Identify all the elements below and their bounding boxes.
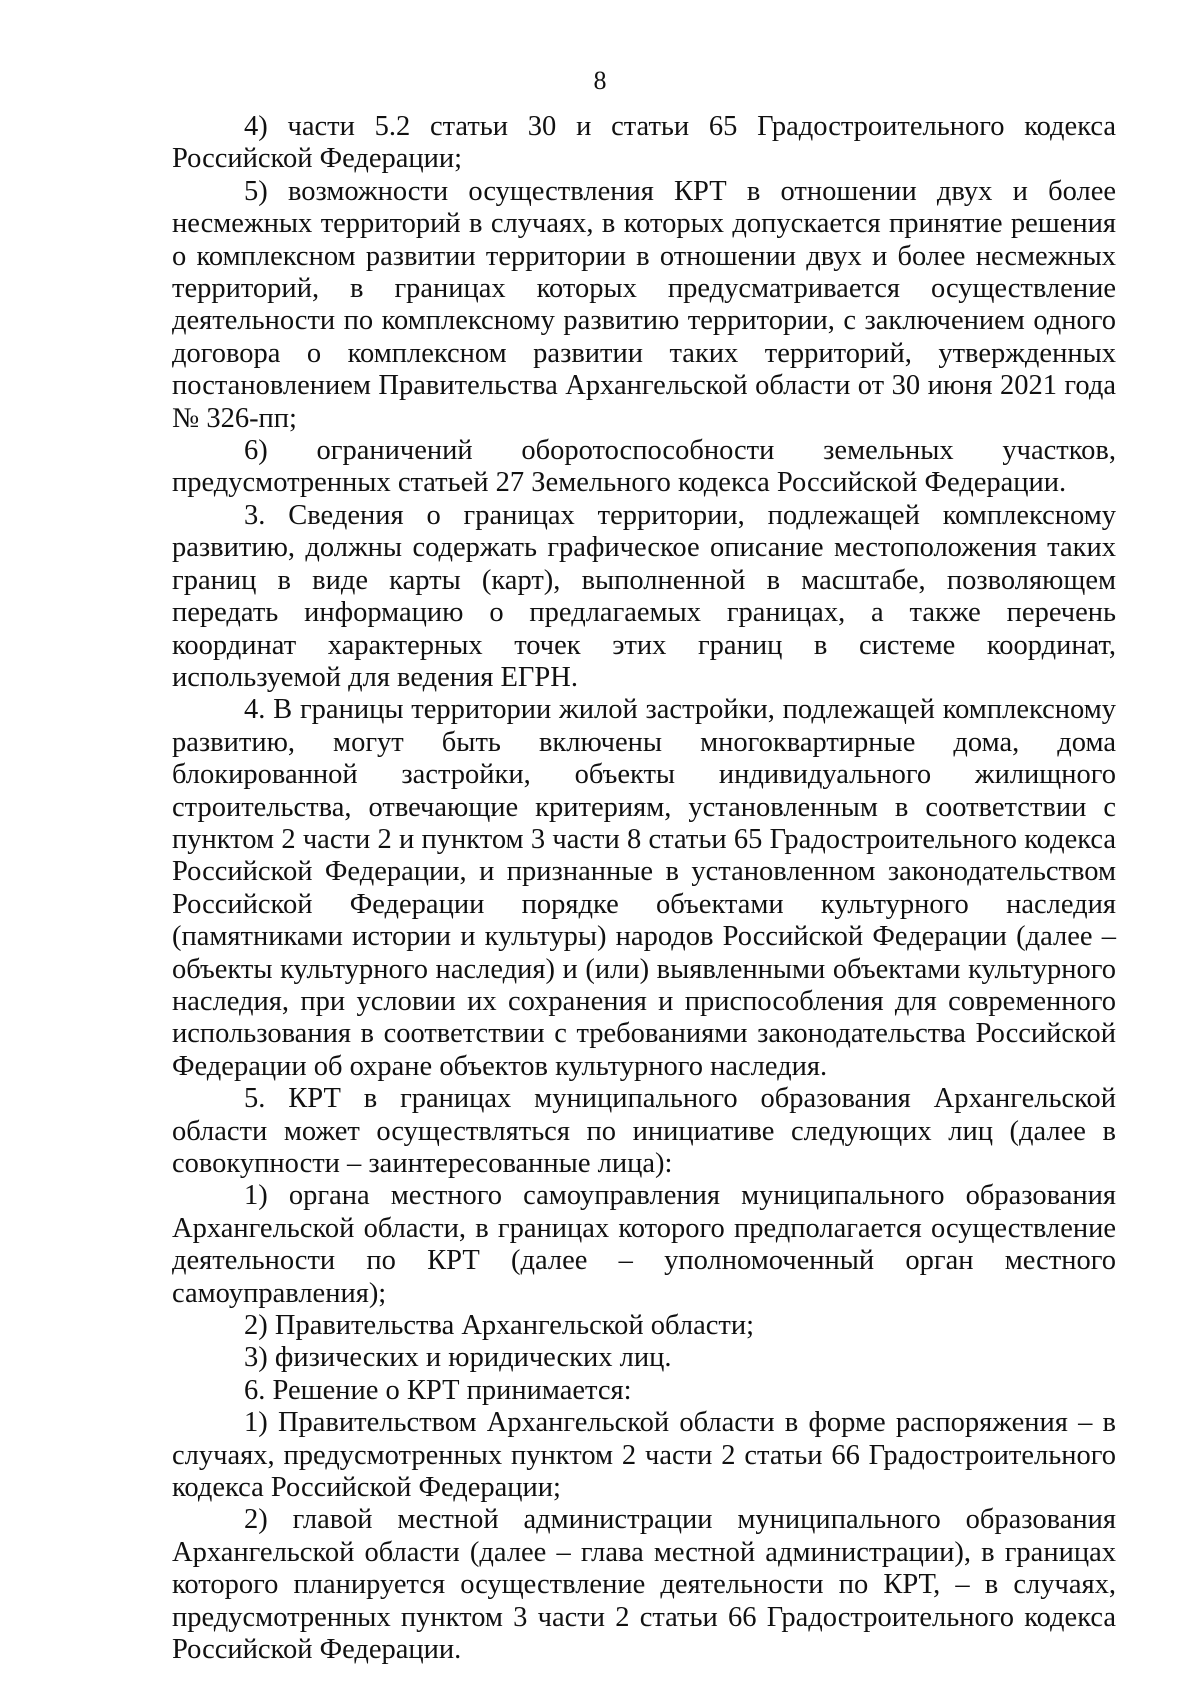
paragraph-clause-5-item-2: 2) Правительства Архангельской области; (244, 1310, 754, 1342)
paragraph-clause-6-item-2: 2) главой местной администрации муниципального образования Архангельской области (далее – глава местной администрации), в границах которого планируется осуществление деятельности по КРТ, – в случаях, предусмотренных пунктом 3 части 2 статьи 66 Градостроительного кодекса Российской Федерации. (172, 1504, 1116, 1666)
paragraph-clause-5-item-3: 3) физических и юридических лиц. (244, 1342, 672, 1374)
document-body (172, 111, 1116, 1667)
paragraph-item-6: 6) ограничений оборотоспособности земельных участков, предусмотренных статьей 27 Земельного кодекса Российской Федерации. (172, 435, 1116, 499)
paragraph-clause-4: 4. В границы территории жилой застройки, подлежащей комплексному развитию, могут быть включены многоквартирные дома, дома блокированной застройки, объекты индивидуального жилищного строительства, отвечающие критериям, установленным в соответствии с пунктом 2 части 2 и пунктом 3 части 8 статьи 65 Градостроительного кодекса Российской Федерации, и признанные в установленном законодательством Российской Федерации порядке объектами культурного наследия (памятниками истории и культуры) народов Российской Федерации (далее – объекты культурного наследия) и (или) выявленными объектами культурного наследия, при условии их сохранения и приспособления для современного использования в соответствии с требованиями законодательства Российской Федерации об охране объектов культурного наследия. (172, 694, 1116, 1082)
paragraph-clause-3: 3. Сведения о границах территории, подлежащей комплексному развитию, должны содержать графическое описание местоположения таких границ в виде карты (карт), выполненной в масштабе, позволяющем передать информацию о предлагаемых границах, а также перечень координат характерных точек этих границ в системе координат, используемой для ведения ЕГРН. (172, 499, 1116, 693)
paragraph-clause-5-item-1: 1) органа местного самоуправления муниципального образования Архангельской области, в границах которого предполагается осуществление деятельности по КРТ (далее – уполномоченный орган местного самоуправления); (172, 1180, 1116, 1309)
paragraph-clause-6-item-1: 1) Правительством Архангельской области в форме распоряжения – в случаях, предусмотренных пунктом 2 части 2 статьи 66 Градостроительного кодекса Российской Федерации; (172, 1407, 1116, 1504)
paragraph-item-5: 5) возможности осуществления КРТ в отношении двух и более несмежных территорий в случаях, в которых допускается принятие решения о комплексном развитии территории в отношении двух и более несмежных территорий, в границах которых предусматривается осуществление деятельности по комплексному развитию территории, с заключением одного договора о комплексном развитии таких территорий, утвержденных постановлением Правительства Архангельской области от 30 июня 2021 года № 326-пп; (172, 175, 1116, 434)
paragraph-item-4: 4) части 5.2 статьи 30 и статьи 65 Градостроительного кодекса Российской Федерации; (172, 111, 1116, 175)
paragraph-clause-6: 6. Решение о КРТ принимается: (244, 1374, 632, 1406)
paragraph-clause-5: 5. КРТ в границах муниципального образования Архангельской области может осуществляться по инициативе следующих лиц (далее в совокупности – заинтересованные лица): (172, 1083, 1116, 1179)
page-number: 8 (593, 66, 607, 95)
